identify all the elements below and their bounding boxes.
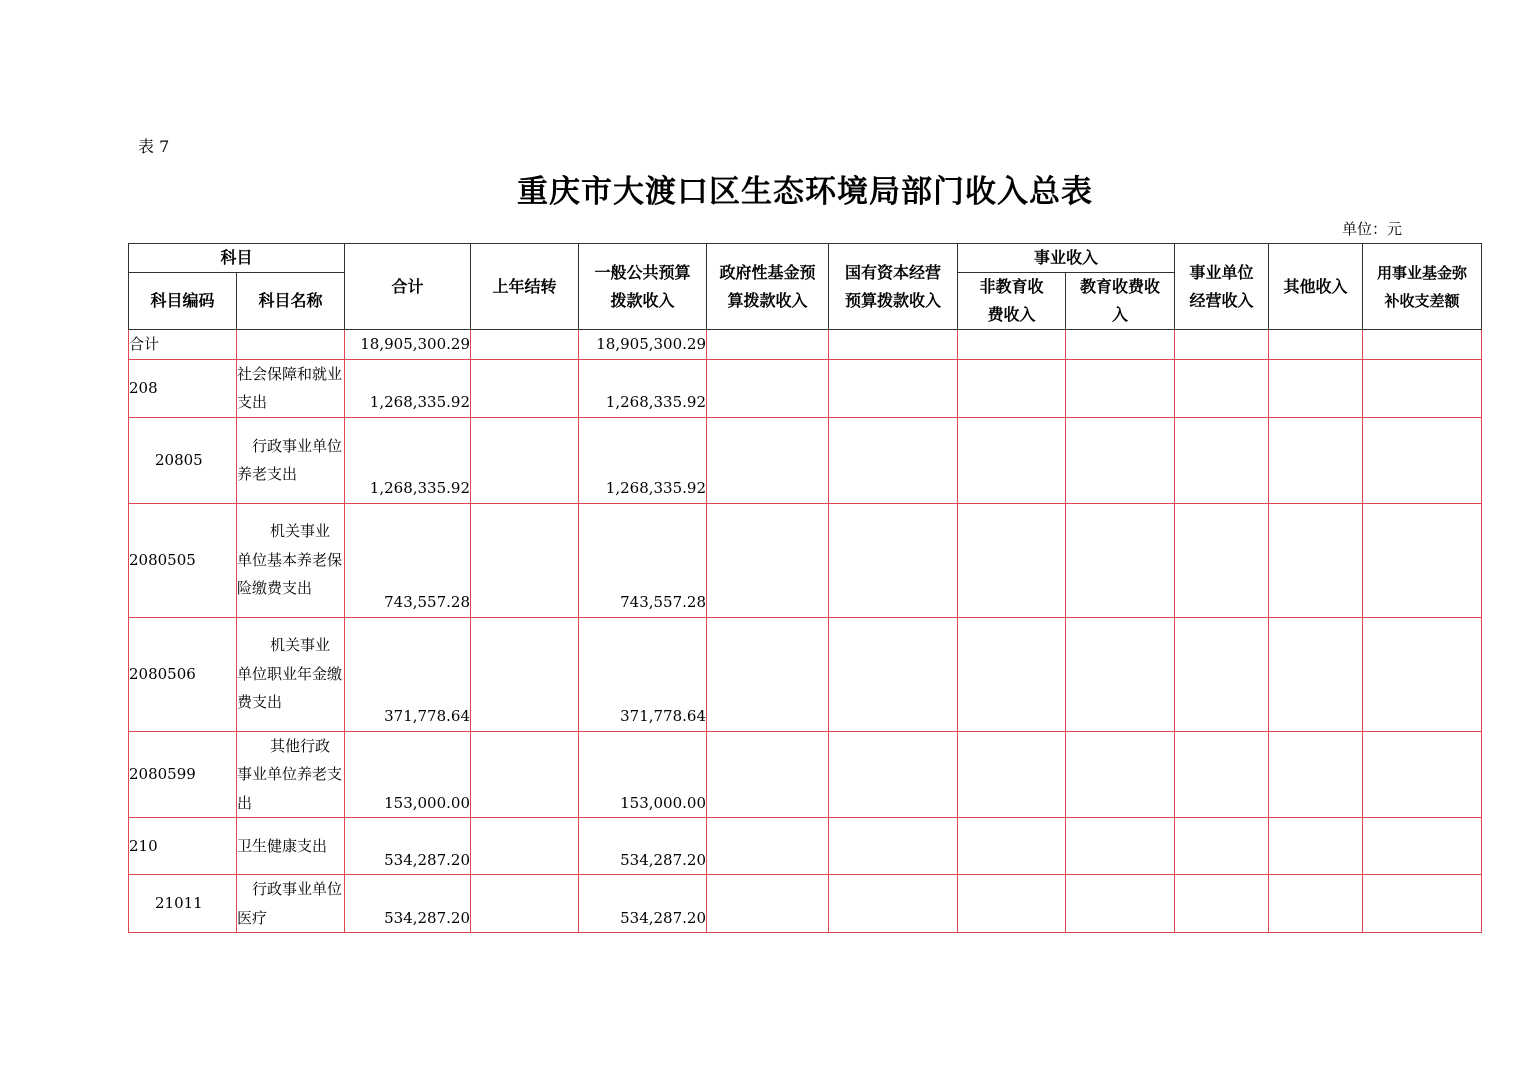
empty-cell — [1363, 818, 1482, 875]
row-carryover — [471, 359, 579, 417]
row-code: 2080599 — [129, 731, 237, 818]
table-row — [129, 731, 1482, 818]
empty-cell — [958, 330, 1066, 360]
empty-cell — [1066, 617, 1175, 731]
empty-cell — [958, 617, 1066, 731]
row-name — [237, 818, 345, 875]
empty-cell — [1066, 359, 1175, 417]
table-row — [129, 818, 1482, 875]
row-total: 743,557.28 — [345, 503, 471, 617]
row-general-budget: 1,268,335.92 — [579, 359, 707, 417]
empty-cell — [1175, 417, 1269, 503]
row-name — [237, 330, 345, 360]
table-row — [129, 875, 1482, 933]
table-row — [129, 330, 1482, 360]
row-name — [237, 617, 345, 731]
empty-cell — [1363, 417, 1482, 503]
table-row — [129, 503, 1482, 617]
empty-cell — [829, 330, 958, 360]
row-name-text: 行政事业单位养老支出 — [237, 436, 343, 483]
empty-cell — [1363, 330, 1482, 360]
header-non-edu-fee: 非教育收费收入 — [958, 273, 1066, 330]
row-carryover — [471, 330, 579, 360]
empty-cell — [1269, 617, 1363, 731]
empty-cell — [1066, 875, 1175, 933]
empty-cell — [707, 330, 829, 360]
row-carryover — [471, 731, 579, 818]
table-row — [129, 359, 1482, 417]
row-carryover — [471, 503, 579, 617]
row-general-budget: 18,905,300.29 — [579, 330, 707, 360]
empty-cell — [1175, 359, 1269, 417]
empty-cell — [829, 503, 958, 617]
row-code: 2080505 — [129, 503, 237, 617]
row-general-budget: 534,287.20 — [579, 875, 707, 933]
row-general-budget: 371,778.64 — [579, 617, 707, 731]
row-total: 18,905,300.29 — [345, 330, 471, 360]
empty-cell — [1066, 330, 1175, 360]
empty-cell — [1175, 330, 1269, 360]
header-subject: 科目 — [129, 244, 345, 273]
empty-cell — [1269, 503, 1363, 617]
empty-cell — [1363, 359, 1482, 417]
empty-cell — [1066, 731, 1175, 818]
empty-cell — [707, 359, 829, 417]
table-header — [129, 244, 1482, 330]
header-total: 合计 — [345, 244, 471, 330]
table-body — [129, 330, 1482, 933]
row-carryover — [471, 875, 579, 933]
empty-cell — [1066, 417, 1175, 503]
empty-cell — [1269, 359, 1363, 417]
row-total: 1,268,335.92 — [345, 417, 471, 503]
empty-cell — [1175, 818, 1269, 875]
page-title: 重庆市大渡口区生态环境局部门收入总表 — [517, 174, 1093, 210]
header-subject-name: 科目名称 — [237, 273, 345, 330]
row-code: 20805 — [129, 417, 237, 503]
empty-cell — [707, 503, 829, 617]
empty-cell — [829, 359, 958, 417]
row-general-budget: 1,268,335.92 — [579, 417, 707, 503]
empty-cell — [958, 417, 1066, 503]
empty-cell — [1269, 330, 1363, 360]
row-total: 534,287.20 — [345, 818, 471, 875]
empty-cell — [1066, 818, 1175, 875]
empty-cell — [1269, 818, 1363, 875]
row-code: 21011 — [129, 875, 237, 933]
row-carryover — [471, 417, 579, 503]
row-general-budget: 743,557.28 — [579, 503, 707, 617]
row-name — [237, 359, 345, 417]
empty-cell — [1363, 875, 1482, 933]
empty-cell — [707, 875, 829, 933]
row-carryover — [471, 818, 579, 875]
row-name — [237, 731, 345, 818]
empty-cell — [829, 617, 958, 731]
row-name — [237, 417, 345, 503]
empty-cell — [958, 731, 1066, 818]
empty-cell — [829, 731, 958, 818]
empty-cell — [958, 818, 1066, 875]
empty-cell — [1269, 731, 1363, 818]
row-name-text: 卫生健康支出 — [237, 836, 328, 855]
row-name-text: 行政事业单位医疗 — [237, 880, 343, 927]
header-gov-fund: 政府性基金预算拨款收入 — [707, 244, 829, 330]
row-total: 371,778.64 — [345, 617, 471, 731]
row-code: 208 — [129, 359, 237, 417]
empty-cell — [707, 818, 829, 875]
row-general-budget: 153,000.00 — [579, 731, 707, 818]
header-carryover: 上年结转 — [471, 244, 579, 330]
row-name — [237, 503, 345, 617]
empty-cell — [1175, 503, 1269, 617]
row-total: 534,287.20 — [345, 875, 471, 933]
row-total: 153,000.00 — [345, 731, 471, 818]
row-code: 210 — [129, 818, 237, 875]
row-general-budget: 534,287.20 — [579, 818, 707, 875]
income-summary-table — [128, 243, 1482, 933]
row-carryover — [471, 617, 579, 731]
header-other-income: 其他收入 — [1269, 244, 1363, 330]
header-business-income: 事业收入 — [958, 244, 1175, 273]
header-edu-fee: 教育收费收入 — [1066, 273, 1175, 330]
header-fund-offset: 用事业基金弥补收支差额 — [1363, 244, 1482, 330]
empty-cell — [1363, 731, 1482, 818]
empty-cell — [707, 617, 829, 731]
empty-cell — [1175, 617, 1269, 731]
empty-cell — [958, 875, 1066, 933]
empty-cell — [958, 359, 1066, 417]
header-state-capital: 国有资本经营预算拨款收入 — [829, 244, 958, 330]
empty-cell — [1175, 875, 1269, 933]
table-row — [129, 617, 1482, 731]
empty-cell — [1363, 503, 1482, 617]
empty-cell — [707, 417, 829, 503]
empty-cell — [707, 731, 829, 818]
table-row — [129, 417, 1482, 503]
empty-cell — [1175, 731, 1269, 818]
row-name-text: 机关事业单位基本养老保险缴费支出 — [237, 522, 343, 598]
empty-cell — [1269, 417, 1363, 503]
row-name-text: 机关事业单位职业年金缴费支出 — [237, 636, 343, 712]
empty-cell — [829, 417, 958, 503]
empty-cell — [1363, 617, 1482, 731]
table-label: 表 7 — [138, 137, 170, 156]
row-name-text: 其他行政事业单位养老支出 — [237, 736, 343, 812]
row-total: 1,268,335.92 — [345, 359, 471, 417]
header-operating-income: 事业单位经营收入 — [1175, 244, 1269, 330]
empty-cell — [1066, 503, 1175, 617]
row-code: 合计 — [129, 330, 237, 360]
empty-cell — [1269, 875, 1363, 933]
row-name — [237, 875, 345, 933]
empty-cell — [829, 818, 958, 875]
unit-label: 单位：元 — [1342, 220, 1403, 238]
empty-cell — [958, 503, 1066, 617]
empty-cell — [829, 875, 958, 933]
row-name-text: 社会保障和就业支出 — [237, 364, 343, 411]
header-subject-code: 科目编码 — [129, 273, 237, 330]
row-code: 2080506 — [129, 617, 237, 731]
header-general-budget: 一般公共预算拨款收入 — [579, 244, 707, 330]
